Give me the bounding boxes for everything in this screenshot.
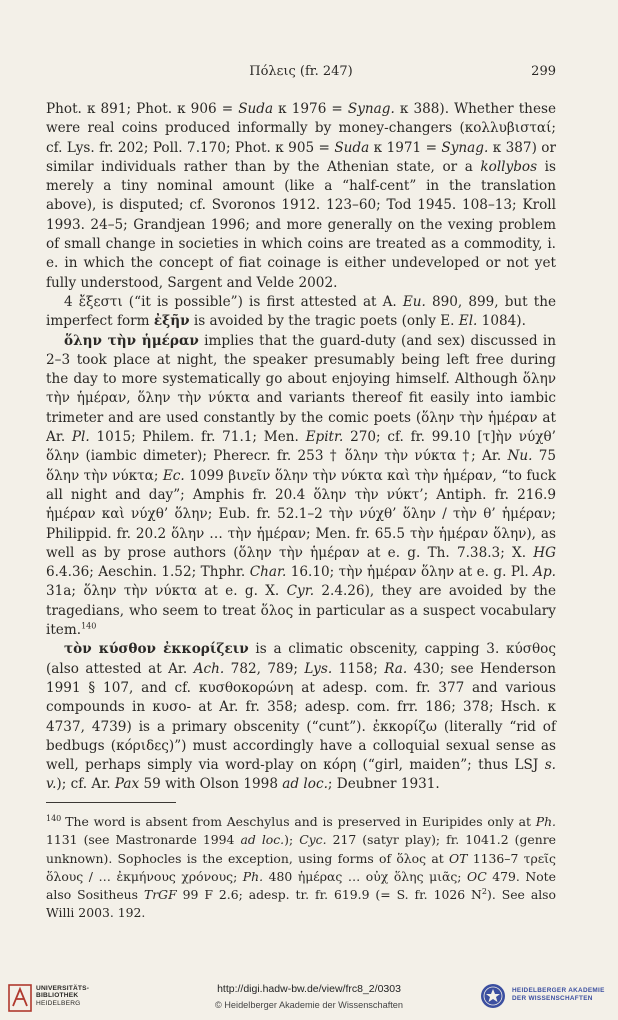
text-run: ; Deubner 1931. <box>327 776 440 793</box>
text-run: Synag. <box>347 101 395 117</box>
text-run: Eu. <box>402 293 426 310</box>
text-run: ); <box>284 832 300 848</box>
academy-seal-icon <box>480 983 506 1009</box>
text-run: ἐξῆν <box>153 313 190 330</box>
text-run: 99 F 2.6; adesp. tr. fr. 619.9 (= S. fr. 1026 N <box>176 887 482 903</box>
permalink-url[interactable]: http://digi.hadw-bw.de/view/frc8_2/0303 <box>217 983 401 995</box>
text-run: τὸν κύσθον ἐκκορίζειν <box>64 641 249 658</box>
paragraph <box>46 332 556 641</box>
text-run: 1015; Philem. fr. 71.1; Men. <box>89 429 306 446</box>
text-run: Nu. <box>507 448 533 465</box>
text-run: s. v. <box>46 757 556 793</box>
text-run: Ap. <box>533 564 556 581</box>
text-run: κ 388). Whether these were real coins produced informally by money-changers (κολλυβισταί; cf. Lys. fr. 202; Poll. 7.170; Phot. κ 905 = <box>46 101 557 156</box>
text-run: HG <box>533 544 556 561</box>
copyright-notice: © Heidelberger Akademie der Wissenschaften <box>214 1000 404 1010</box>
text-run: implies that the guard-duty (and sex) discussed in 2–3 took place at night, the speaker presumably being left free during the day to more systematically go about enjoying himself. Although ὅλην τὴν ἡμέραν, ὅλην τὴν νύκτα and variants thereof fit easily into iambic trimeter and are used constantly by the comic poets (ὅλην τὴν ἡμέραν at Ar. <box>46 332 556 446</box>
text-run: 1099 βινεῖν ὅλην τὴν νύκτα καὶ τὴν ἡμέραν, “to fuck all night and day”; Amphis fr. 20.4 ὅλην τὴν νύκτ’; Antiph. fr. 216.9 ἡμέραν καὶ νύχθ’ ὅλην; Eub. fr. 52.1–2 τὴν νύχθ’ ὅλην / τὴν θ’ ἡμέραν; Philippid. fr. 20.2 ὅλην … τὴν ἡμέραν; Men. fr. 65.5 τὴν ἡμέραν ὅλην), as well as by prose authors (ὅλην τὴν ἡμέραν at e. g. Th. 7.38.3; X. <box>46 467 556 561</box>
text-run: 6.4.36; Aeschin. 1.52; Thphr. <box>46 564 250 581</box>
text-run: Ph. <box>535 814 556 829</box>
text-run: 2.4.26), they are avoided by the tragedians, who seem to treat ὅλος in particular as a suspect vocabulary item. <box>46 583 556 639</box>
text-run: OC <box>467 868 487 884</box>
text-run: ad loc. <box>240 832 285 848</box>
footnote-number: 140 <box>46 814 62 823</box>
text-run: 4 ἔξεστι (“it is possible”) is first attested at A. <box>64 293 403 310</box>
paragraph <box>46 640 556 794</box>
library-name: UNIVERSITÄTS- BIBLIOTHEK HEIDELBERG <box>36 985 90 1007</box>
text-run: 59 with Olson 1998 <box>139 776 283 793</box>
text-run: Ec. <box>162 467 185 484</box>
text-run: Lys. <box>304 660 333 677</box>
text-run: 1131 (see Mastronarde 1994 <box>46 832 241 848</box>
text-run: 270; cf. fr. 99.10 [τ]ὴν νύχθ’ ὅλην (iambic dimeter); Pherecr. fr. 253 † ὅλην τὴν νύκτα †; Ar. <box>46 429 556 465</box>
text-run: Cyr. <box>286 583 315 600</box>
text-run: κ 387) or similar individuals rather than by the Athenian state, or a <box>46 139 556 175</box>
text-run: is a climatic obscenity, capping 3. κύσθος (also attested at Ar. <box>46 641 556 677</box>
text-run: 782, 789; <box>224 660 305 677</box>
text-run: is avoided by the tragic poets (only E. <box>189 313 459 330</box>
text-run: Pl. <box>71 429 90 446</box>
main-text <box>46 100 556 795</box>
text-run: ); cf. Ar. <box>56 776 115 793</box>
text-run: 75 ὅλην τὴν νύκτα; <box>46 448 556 484</box>
text-run: Ach. <box>193 660 225 677</box>
footnote-140 <box>46 810 556 923</box>
text-run: 430; see Henderson 1991 § 107, and cf. κυσθοκορώνη at adesp. com. fr. 377 and various compounds in κυσο- at Ar. fr. 358; adesp. com. frr. 186; 378; Hsch. κ 4737, 4739) is a primary obscenity (“cunt”). ἐκκορίζω (literally “rid of bedbugs (κόριδες)”) must accordingly have a colloquial sexual sense as well, perhaps simply via word-play on κόρη (“girl, maiden”; thus LSJ <box>46 660 556 774</box>
footnote-ref: 2 <box>481 887 487 897</box>
text-run: Suda <box>238 101 274 117</box>
paragraph <box>46 100 556 293</box>
text-run: Ra. <box>384 660 408 677</box>
text-run: 890, 899, but the imperfect form <box>46 293 556 330</box>
text-run: κ 1976 = <box>273 101 348 117</box>
text-run: kollybos <box>480 158 538 175</box>
paragraph <box>46 293 556 332</box>
text-run: 217 (satyr play); fr. 1041.2 (genre unknown). Sophocles is the exception, using forms of ὅλος at <box>46 832 557 866</box>
footnote-divider <box>46 802 176 803</box>
text-run: The word is absent from Aeschylus and is preserved in Euripides only at <box>65 814 536 829</box>
footnote-text <box>46 814 556 920</box>
text-run: 31a; ὅλην τὴν νύκτα at e. g. X. <box>46 583 287 600</box>
text-run: is merely a tiny nominal amount (like a “half-cent” in the translation above), is disputed; cf. Svoronos 1912. 123–60; Tod 1945. 108–13; Kroll 1993. 24–5; Grandjean 1996; and more generally on the vexing problem of small change in societies in which coins are treated as a commodity, i. e. in which the concept of fiat coinage is either undeveloped or not yet fully understood, Sargent and Velde 2002. <box>46 158 556 291</box>
digitization-footer <box>0 978 618 1020</box>
text-run: 1084). <box>477 313 526 330</box>
text-run: ). See also Willi 2003. 192. <box>46 887 556 921</box>
text-run: 479. Note also Sositheus <box>46 868 556 903</box>
text-run: ὅλην τὴν ἡμέραν <box>64 332 199 349</box>
page-number: 299 <box>531 64 556 79</box>
text-run: 1136–7 τρεῖς ὅλους / … ἐκμήνους χρόνους; <box>46 850 556 884</box>
text-run: Suda <box>334 139 370 156</box>
text-run: 480 ἡμέρας … οὐχ ὅλης μιᾶς; <box>263 868 468 884</box>
text-run: OT <box>448 850 468 866</box>
text-run: Phot. κ 891; Phot. κ 906 = <box>46 101 239 117</box>
text-run: κ 1971 = <box>369 139 442 156</box>
text-run: Pax <box>114 776 140 793</box>
text-run: ad loc. <box>282 776 328 793</box>
text-run: El. <box>458 313 478 330</box>
text-run: Char. <box>249 564 287 581</box>
text-run: Synag. <box>441 139 489 156</box>
text-run: 1158; <box>332 660 385 677</box>
text-run: TrGF <box>143 887 177 903</box>
text-run: Epitr. <box>305 429 344 446</box>
academy-name: HEIDELBERGER AKADEMIE DER WISSENSCHAFTEN <box>512 987 605 1002</box>
footnote-ref: 140 <box>81 621 97 631</box>
text-run: 16.10; τὴν ἡμέραν ὅλην at e. g. Pl. <box>286 564 534 581</box>
text-run: Cyc. <box>299 832 327 848</box>
text-run: Ph. <box>242 868 264 884</box>
running-head-title: Πόλεις (fr. 247) <box>249 64 353 79</box>
